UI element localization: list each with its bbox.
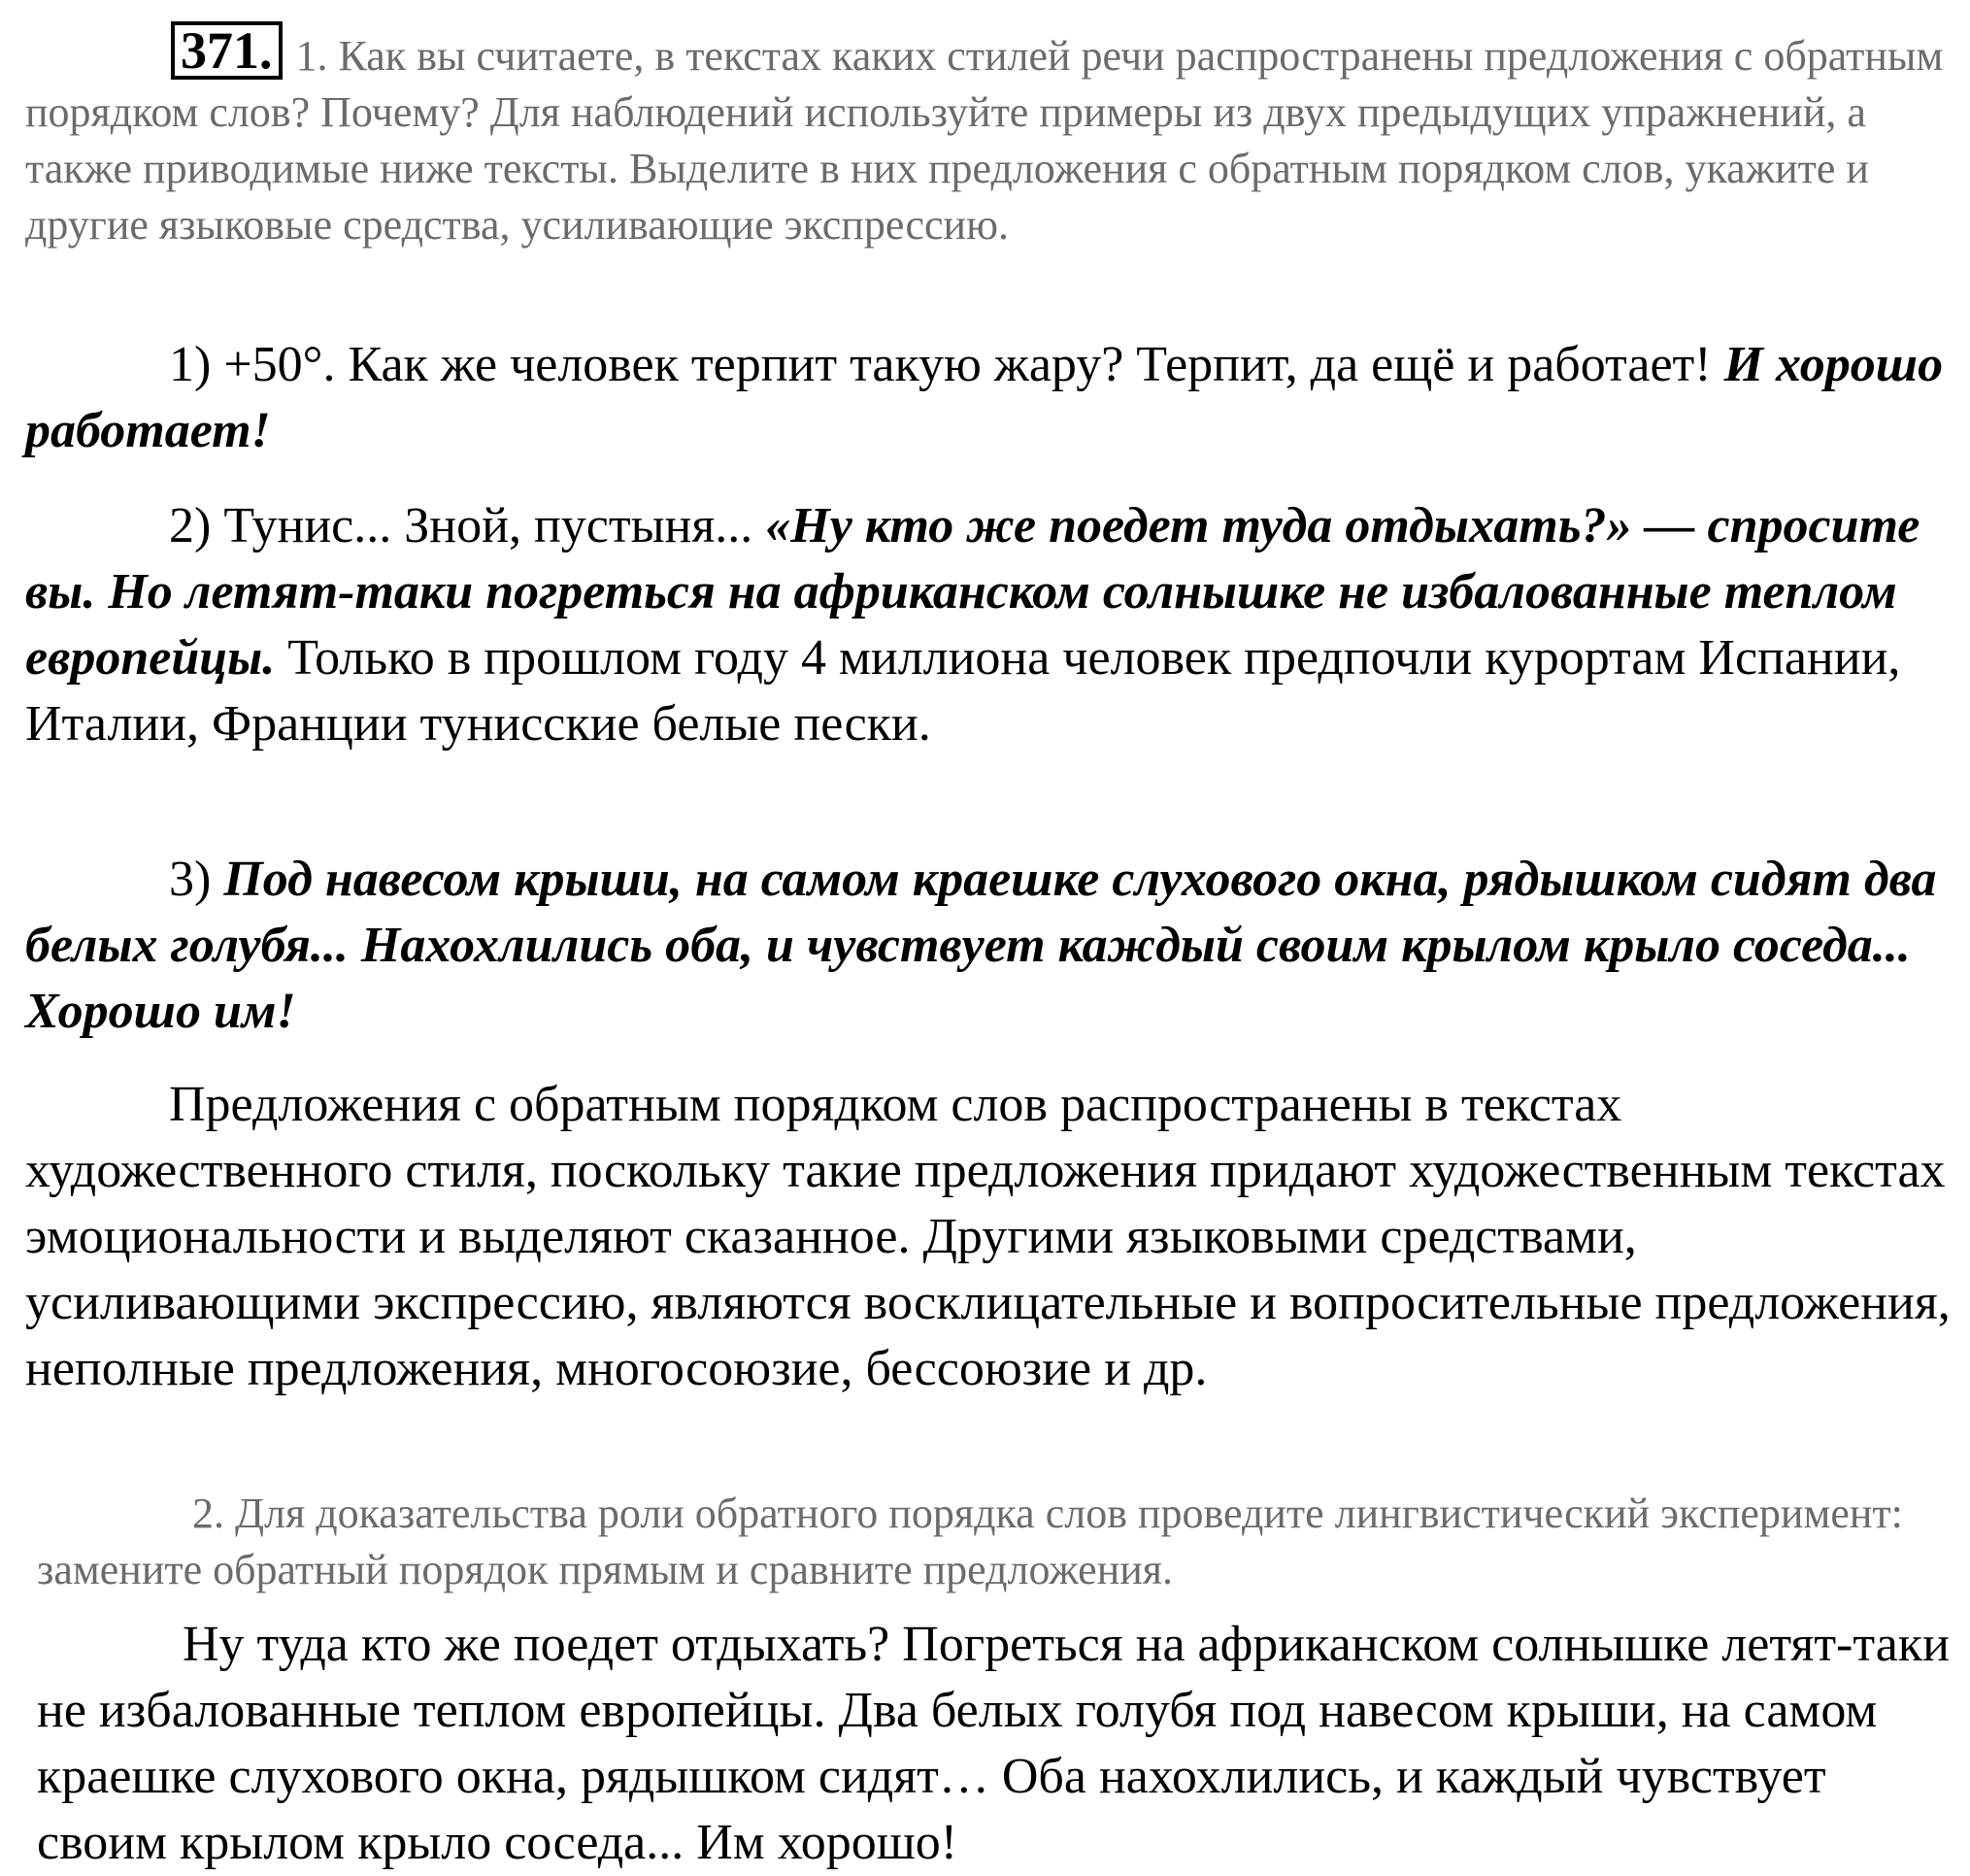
example-2-plain-before: Тунис... Зной, пустыня... bbox=[223, 498, 753, 553]
task-1-instruction bbox=[25, 21, 1957, 253]
answer-1 bbox=[25, 1072, 1953, 1402]
example-2-plain-after: Только в прошлом году 4 миллиона человек предпочли курортам Испании, Италии, Франции тунисские белые пески. bbox=[25, 630, 1901, 752]
example-3-label: 3) bbox=[169, 852, 212, 907]
task-2-text: 2. Для доказательства роли обратного порядка слов проведите лингвистический эксперимент: замените обратный порядок прямым и сравните предложения. bbox=[37, 1490, 1903, 1593]
example-2-highlight: «Ну кто же поедет туда отдыхать?» — спросите вы. Но летят-таки погреться на африканском солнышке не избалованные теплом европейцы. bbox=[25, 498, 1920, 686]
answer-2-text: Ну туда кто же поедет отдыхать? Погреться на африканском солнышке летят-таки не избалованные теплом европейцы. Два белых голубя под навесом крыши, на самом краешке слухового окна, рядышком сидят… Оба нахохлились, и каждый чувствует своим крылом крыло соседа... Им хорошо! bbox=[37, 1617, 1950, 1870]
example-text-3 bbox=[25, 847, 1953, 1045]
answer-1-text: Предложения с обратным порядком слов распространены в текстах художественного стиля, поскольку такие предложения придают художественным текстах эмоциональности и выделяют сказанное. Другими языковыми средствами, усиливающими экспрессию, являются восклицательные и вопросительные предложения, неполные предложения, многосоюзие, бессоюзие и др. bbox=[25, 1077, 1951, 1396]
example-1-label: 1) bbox=[169, 337, 212, 392]
example-1-highlight: И хорошо работает! bbox=[25, 337, 1944, 458]
answer-1-indent bbox=[25, 1077, 169, 1132]
task-1-text: 1. Как вы считаете, в текстах каких стилей речи распространены предложения с обратным порядком слов? Почему? Для наблюдений используйте примеры из двух предыдущих упражнений, а также приводимые ниже тексты. Выделите в них предложения с обратным порядком слов, укажите и другие языковые средства, усиливающие экспрессию. bbox=[25, 32, 1944, 249]
example-text-1 bbox=[25, 332, 1953, 464]
example-1-plain: +50°. Как же человек терпит такую жару? Терпит, да ещё и работает! bbox=[223, 337, 1712, 392]
answer-2 bbox=[37, 1612, 1954, 1876]
task-2-instruction bbox=[37, 1486, 1940, 1598]
example-text-2 bbox=[25, 493, 1953, 757]
exercise-number-box: 371. bbox=[171, 21, 283, 80]
example-3-highlight: Под навесом крыши, на самом краешке слухового окна, рядышком сидят два белых голубя... Нахохлились оба, и чувствует каждый своим крылом крыло соседа... Хорошо им! bbox=[25, 852, 1937, 1039]
example-2-label: 2) bbox=[169, 498, 212, 553]
answer-2-indent bbox=[37, 1617, 183, 1672]
